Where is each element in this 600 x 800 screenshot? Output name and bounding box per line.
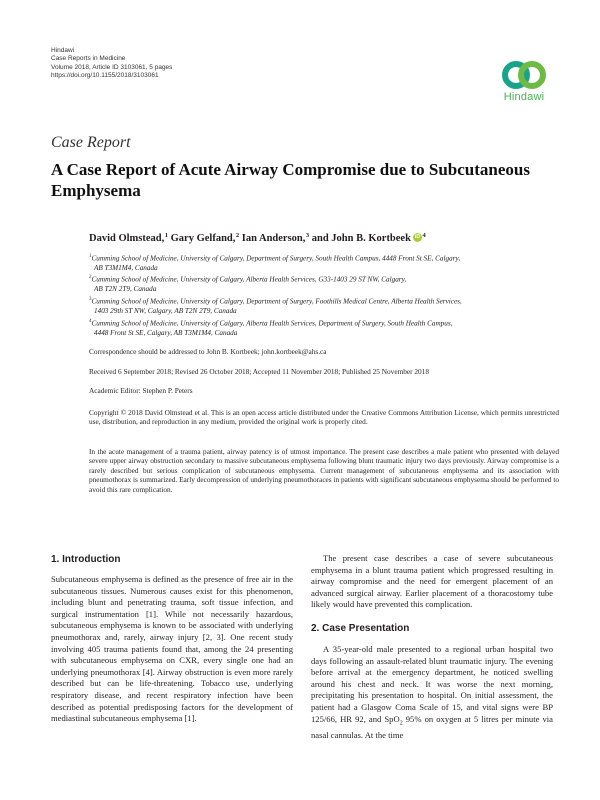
paragraph: The present case describes a case of severe subcutaneous emphysema in a blunt trauma patient which progressed resulting in airway compromise and the need for emergent placement of an advanced surgical airway. Earlier placement of a thoracostomy tube likely would have prevented this complication. bbox=[311, 553, 553, 610]
academic-editor: Academic Editor: Stephen P. Peters bbox=[89, 386, 193, 395]
volume-line: Volume 2018, Article ID 3103061, 5 pages bbox=[51, 63, 173, 71]
author-name: and John B. Kortbeek bbox=[311, 233, 411, 244]
author-sup: 1 bbox=[164, 232, 169, 239]
section-heading: 1. Introduction bbox=[51, 554, 121, 565]
author-name: Ian Anderson, bbox=[241, 233, 306, 244]
affiliation: $^3$Cumming School of Medicine, University of Calgary, Department of Surgery, Foothills Medical Centre, Alberta Health Services, 1403 29th ST NW, Calgary, AB T2N 2T9, Canada bbox=[89, 297, 462, 315]
orcid-icon[interactable]: iD bbox=[414, 234, 421, 240]
article-title: A Case Report of Acute Airway Compromise due to Subcutaneous Emphysema bbox=[51, 160, 530, 200]
doi-link[interactable]: https://doi.org/10.1155/2018/3103061 bbox=[51, 71, 159, 79]
publication-dates: Received 6 September 2018; Revised 26 October 2018; Accepted 11 November 2018; Published 25 November 2018 bbox=[89, 367, 429, 376]
author-name: David Olmstead, bbox=[89, 233, 165, 244]
right-column bbox=[311, 553, 553, 741]
affiliation: $^2$Cumming School of Medicine, University of Calgary, Alberta Health Services, G33-1403 29 ST NW, Calgary, AB T2N 2T9, Canada bbox=[89, 275, 407, 293]
author-sup: 2 bbox=[235, 232, 240, 239]
correspondence: Correspondence should be addressed to John B. Kortbeek; john.kortbeek@ahs.ca bbox=[89, 347, 327, 356]
intro-body bbox=[51, 574, 293, 725]
author-sup: 3 bbox=[305, 232, 310, 239]
paragraph: Subcutaneous emphysema is defined as the presence of free air in the subcutaneous tissues. Numerous causes exist for this phenomenon, including blunt and penetrating trauma, soft tissue infection, and surgical instrumentation [1]. While not necessarily hazardous, subcutaneous emphysema is known to be associated with underlying pneumothorax and, rarely, airway injury [2, 3]. One recent study involving 405 trauma patients found that, among the 24 presenting with subcutaneous emphysema on CXR, every single one had an underlying pneumothorax [4]. Airway obstruction is even more rarely described but can be life-threatening. Tobacco use, underlying respiratory disease, and recent respiratory infection have been described as potential predisposing factors for the development of mediastinal subcutaneous emphysema [1]. bbox=[51, 574, 293, 724]
journal-name: Case Reports in Medicine bbox=[51, 55, 126, 63]
abstract: In the acute management of a trauma patient, airway patency is of utmost importance. The present case describes a male patient who presented with delayed severe upper airway obstruction secondary to massive subcutaneous emphysema following blunt traumatic injury two days previously. Airway compromise is a rarely described but serious complication of subcutaneous emphysema. Current management of subcutaneous emphysema and its association with pneumothorax is summarized. Early decompression of underlying pneumothoraces in patients with significant subcutaneous emphysema should be performed to avoid this rare complication. bbox=[89, 447, 559, 494]
author-list bbox=[89, 232, 426, 244]
affiliation: $^4$Cumming School of Medicine, University of Calgary, Alberta Health Services, Department of Surgery, South Health Campus, 4448 Front St SE, Calgary, AB T3M1M4, Canada bbox=[89, 319, 453, 337]
author-sup: 4 bbox=[422, 232, 426, 239]
section-heading: 2. Case Presentation bbox=[311, 622, 410, 634]
paragraph: A 35-year-old male presented to a regional urban hospital two days following an assault-related blunt traumatic injury. The evening before arrival at the emergency department, he noticed swelling around his chest and neck. It was worse the next morning, precipitating his presentation to hospital. On initial assessment, the patient had a Glasgow Coma Scale of 15, and vital signs were BP 125/66, HR 92, and SpO$_2$ 95% on oxygen at 5 litres per minute via nasal cannulas. At the time bbox=[311, 643, 553, 740]
hindawi-logo-text: Hindawi bbox=[503, 91, 545, 103]
publisher-name: Hindawi bbox=[51, 47, 75, 54]
article-type: Case Report bbox=[51, 134, 131, 151]
copyright-notice: Copyright © 2018 David Olmstead et al. This is an open access article distributed under the Creative Commons Attribution License, which permits unrestricted use, distribution, and reproduction in any medium, provided the original work is properly cited. bbox=[89, 408, 559, 427]
affiliation: $^1$Cumming School of Medicine, University of Calgary, Department of Surgery, South Health Campus, 4448 Front St SE, Calgary, AB T3M1M4, Canada bbox=[89, 254, 461, 272]
journal-meta bbox=[51, 47, 172, 80]
author-name: Gary Gelfand, bbox=[170, 233, 236, 244]
